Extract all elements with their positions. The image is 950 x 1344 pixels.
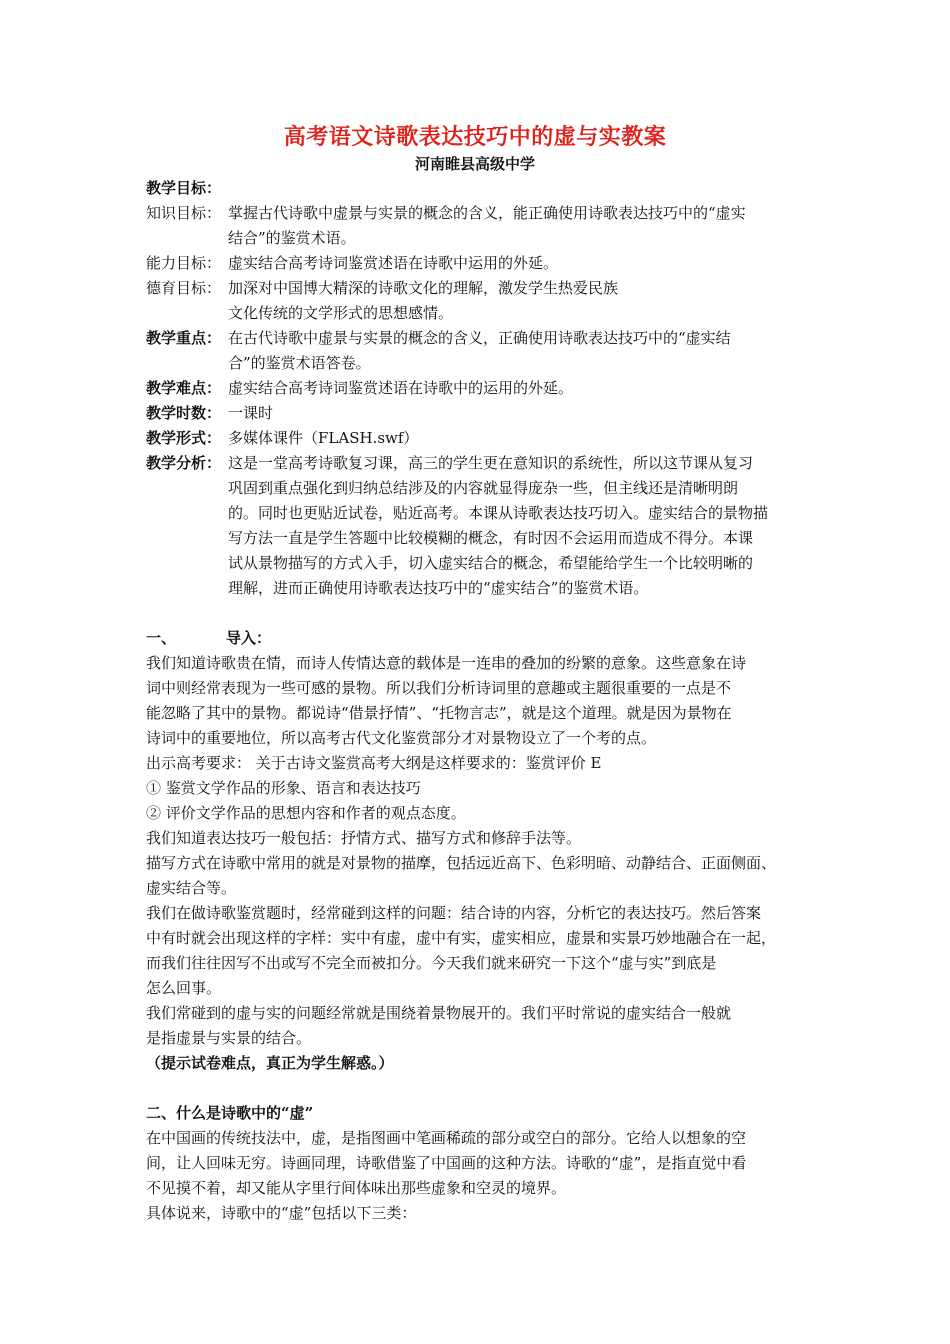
ability-label: 能力目标： [146,254,222,272]
section1-number: 一、 [146,629,177,647]
document-title: 高考语文诗歌表达技巧中的虚与实教案 [283,124,667,150]
analysis-text-3: 的。同时也更贴近试卷，贴近高考。本课从诗歌表达技巧切入。虚实结合的景物描 [228,504,769,522]
section2-paragraph-line: 具体说来，诗歌中的“虚”包括以下三类： [146,1204,417,1222]
key-points-text-1: 在古代诗歌中虚景与实景的概念的含义，正确使用诗歌表达技巧中的“虚实结 [228,329,731,347]
section1-heading [146,628,271,648]
key-points-text-2: 合”的鉴赏术语答卷。 [228,354,371,372]
analysis-text-4: 写方法一直是学生答题中比较模糊的概念，有时因不会运用而造成不得分。本课 [228,529,754,547]
ability-text: 虚实结合高考诗词鉴赏述语在诗歌中运用的外延。 [228,254,559,272]
ability-objective [146,253,558,273]
knowledge-label: 知识目标： [146,204,222,222]
section1-paragraph-line: 我们知道表达技巧一般包括：抒情方式、描写方式和修辞手法等。 [146,829,582,847]
knowledge-objective [146,203,746,223]
hours-label: 教学时数： [146,404,222,422]
section1-paragraph-line: 能忽略了其中的景物。都说诗“借景抒情”、“托物言志”，就是这个道理。就是因为景物在 [146,704,732,722]
section2-paragraph-line: 在中国画的传统技法中，虚，是指图画中笔画稀疏的部分或空白的部分。它给人以想象的空 [146,1129,747,1147]
section2-heading: 二、什么是诗歌中的“虚” [146,1104,314,1122]
section1-paragraph-line: ② 评价文学作品的思想内容和作者的观点态度。 [146,804,466,822]
school-name: 河南睢县高级中学 [414,155,535,173]
key-points [146,328,731,348]
knowledge-text-1: 掌握古代诗歌中虚景与实景的概念的含义，能正确使用诗歌表达技巧中的“虚实 [228,204,746,222]
moral-text-1: 加深对中国博大精深的诗歌文化的理解，激发学生热爱民族 [228,279,619,297]
section1-paragraph-line: 怎么回事。 [146,979,222,997]
hours-text: 一课时 [228,404,274,422]
section1-note: （提示试卷难点，真正为学生解惑。） [146,1054,394,1072]
section1-title: 导入： [226,629,272,647]
analysis-label: 教学分析： [146,454,222,472]
knowledge-text-2: 结合”的鉴赏术语。 [228,229,356,247]
section2-paragraph-line: 间，让人回味无穷。诗画同理，诗歌借鉴了中国画的这种方法。诗歌的“虚”，是指直觉中看 [146,1154,747,1172]
teaching-hours [146,403,273,423]
section1-paragraph-line: 诗词中的重要地位，所以高考古代文化鉴赏部分才对景物设立了一个考的点。 [146,729,657,747]
key-points-label: 教学重点： [146,329,222,347]
section1-paragraph-line: 出示高考要求： 关于古诗文鉴赏高考大纲是这样要求的：鉴赏评价 E [146,754,602,772]
form-label: 教学形式： [146,429,222,447]
section1-paragraph-line: 我们在做诗歌鉴赏题时，经常碰到这样的问题：结合诗的内容，分析它的表达技巧。然后答案 [146,904,762,922]
analysis-text-1: 这是一堂高考诗歌复习课，高三的学生更在意知识的系统性，所以这节课从复习 [228,454,754,472]
teaching-analysis [146,453,753,473]
moral-objective [146,278,618,298]
section1-paragraph-line: 我们常碰到的虚与实的问题经常就是围绕着景物展开的。我们平时常说的虚实结合一般就 [146,1004,732,1022]
section1-paragraph-line: 是指虚景与实景的结合。 [146,1029,312,1047]
analysis-text-2: 巩固到重点强化到归纳总结涉及的内容就显得庞杂一些，但主线还是清晰明朗 [228,479,739,497]
form-text: 多媒体课件（FLASH.swf） [228,429,419,447]
section1-paragraph-line: 我们知道诗歌贵在情，而诗人传情达意的载体是一连串的叠加的纷繁的意象。这些意象在诗 [146,654,747,672]
section1-paragraph-line: 中有时就会出现这样的字样：实中有虚，虚中有实，虚实相应，虚景和实景巧妙地融合在一起， [146,929,777,947]
section2-paragraph-line: 不见摸不着，却又能从字里行间体味出那些虚象和空灵的境界。 [146,1179,567,1197]
moral-text-2: 文化传统的文学形式的思想感情。 [228,304,454,322]
section1-paragraph-line: 词中则经常表现为一些可感的景物。所以我们分析诗词里的意趣或主题很重要的一点是不 [146,679,732,697]
difficulty [146,378,573,398]
objectives-heading: 教学目标： [146,179,222,197]
difficulty-text: 虚实结合高考诗词鉴赏述语在诗歌中的运用的外延。 [228,379,574,397]
section1-paragraph-line: 而我们往往因写不出或写不完全而被扣分。今天我们就来研究一下这个“虚与实”到底是 [146,954,717,972]
section1-paragraph-line: 虚实结合等。 [146,879,237,897]
difficulty-label: 教学难点： [146,379,222,397]
section1-paragraph-line: ① 鉴赏文学作品的形象、语言和表达技巧 [146,779,421,797]
analysis-text-5: 试从景物描写的方式入手，切入虚实结合的概念，希望能给学生一个比较明晰的 [228,554,754,572]
moral-label: 德育目标： [146,279,222,297]
section1-paragraph-line: 描写方式在诗歌中常用的就是对景物的描摩，包括远近高下、色彩明暗、动静结合、正面侧面、 [146,854,777,872]
analysis-text-6: 理解，进而正确使用诗歌表达技巧中的“虚实结合”的鉴赏术语。 [228,579,649,597]
teaching-form [146,428,418,448]
